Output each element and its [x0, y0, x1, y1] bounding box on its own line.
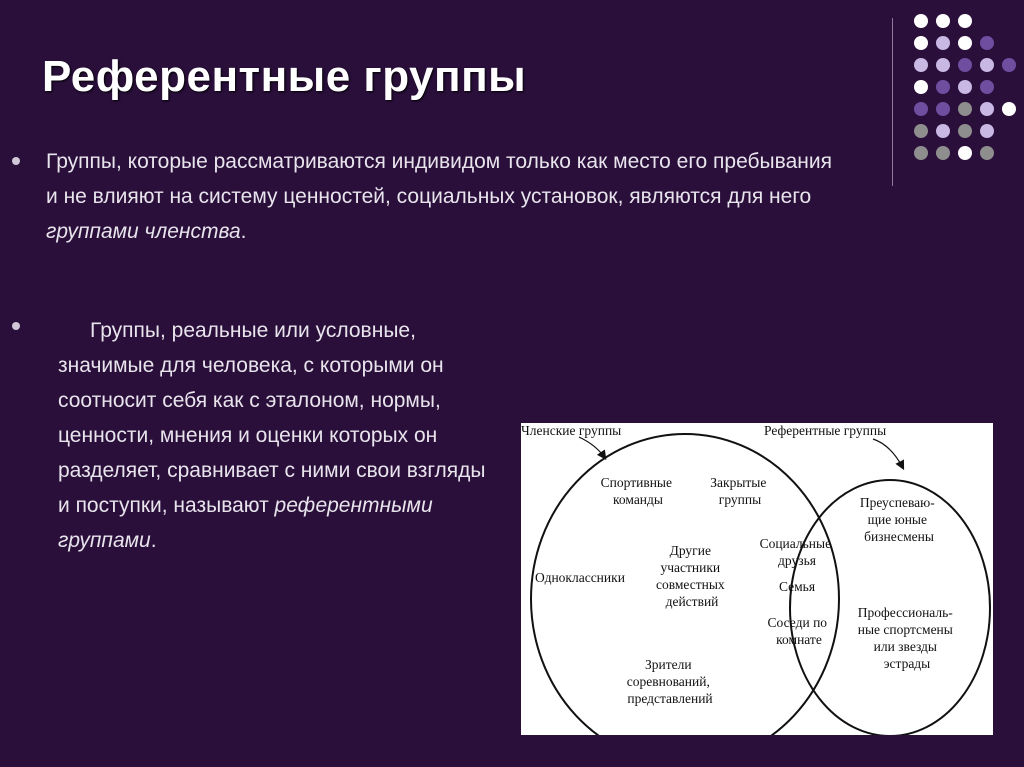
reference-term: референтными группами: [58, 494, 433, 552]
membership-term: группами членства: [46, 220, 241, 243]
decor-dot: [936, 80, 950, 94]
decor-dot: [980, 146, 994, 160]
label-other-participants: Другие участники совместных действий: [655, 543, 725, 609]
bullet-text-membership: [46, 144, 846, 249]
reference-text: Группы, реальные или условные, значимые для человека, с которыми он соотносит себя как с эталоном, нормы, ценности, мнения и оценки которых он разделяет, сравнивает с ними свои взгляды и поступки, называют: [58, 319, 486, 517]
decor-dot: [914, 124, 928, 138]
label-sport-teams: Спортивные команды: [600, 475, 672, 507]
decor-dot: [980, 80, 994, 94]
membership-arrow: [579, 437, 605, 458]
decor-dot-grid: [906, 10, 1016, 170]
reference-end: .: [150, 529, 157, 552]
decor-dot: [958, 124, 972, 138]
decor-dot: [980, 58, 994, 72]
decor-dot: [958, 58, 972, 72]
membership-text: Группы, которые рассматриваются индивидом только как место его пребывания и не влияют на систему ценностей, социальных установок, являются для него: [46, 150, 832, 208]
decor-dot: [1002, 58, 1016, 72]
label-classmates: Одноклассники: [535, 570, 625, 585]
decor-dot: [980, 102, 994, 116]
decor-dot: [914, 146, 928, 160]
bullet-point: [12, 322, 20, 330]
decor-dot: [936, 124, 950, 138]
decor-dot: [936, 146, 950, 160]
decor-dot: [980, 36, 994, 50]
label-family: Семья: [778, 579, 816, 594]
decor-dot: [936, 58, 950, 72]
decor-dot: [958, 80, 972, 94]
venn-diagram: [521, 423, 993, 735]
decor-dot: [936, 36, 950, 50]
label-viewers: Зрители соревнований, представлений: [626, 657, 713, 706]
decor-dot: [914, 80, 928, 94]
bullet-text-reference: [58, 313, 498, 558]
venn-svg: [521, 423, 993, 735]
decor-dot: [1002, 102, 1016, 116]
label-social-friends: Социальные друзья: [759, 536, 832, 568]
decor-dot: [914, 58, 928, 72]
decor-dot: [914, 14, 928, 28]
decor-dot: [958, 36, 972, 50]
slide-title: Референтные группы: [42, 52, 527, 101]
label-membership-groups: Членские группы: [521, 423, 622, 438]
label-young-businessmen: Преуспеваю- щие юные бизнесмены: [859, 495, 935, 544]
decor-dot: [958, 146, 972, 160]
label-roommates: Соседи по комнате: [767, 615, 828, 647]
decor-divider-line: [892, 18, 893, 186]
decor-dot: [936, 102, 950, 116]
decor-dot: [958, 102, 972, 116]
decor-dot: [914, 36, 928, 50]
decor-dot: [958, 14, 972, 28]
decor-dot: [936, 14, 950, 28]
label-reference-groups: Референтные группы: [764, 423, 887, 438]
reference-arrow: [873, 439, 903, 468]
decor-dot: [914, 102, 928, 116]
membership-end: .: [240, 220, 247, 243]
label-pro-athletes: Профессиональ- ные спортсмены или звезды эстрады: [857, 605, 953, 671]
bullet-point: [12, 157, 20, 165]
label-closed-groups: Закрытые группы: [710, 475, 767, 507]
decor-dot: [980, 124, 994, 138]
